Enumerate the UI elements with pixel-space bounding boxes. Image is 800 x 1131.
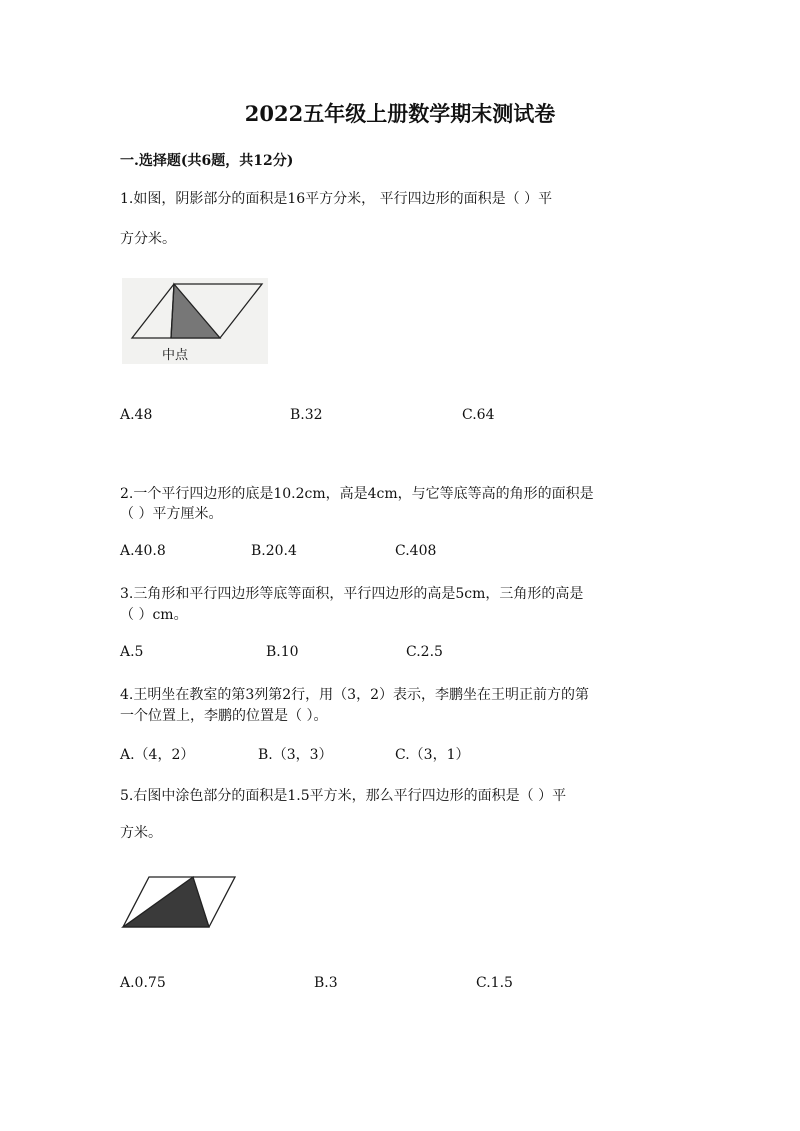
q5-option-b[interactable]: B.3: [314, 975, 338, 991]
q3-option-b[interactable]: B.10: [266, 644, 299, 660]
page-title: 2022五年级上册数学期末测试卷: [244, 101, 556, 126]
q2-option-a[interactable]: A.40.8: [120, 543, 166, 559]
section-heading: 一.选择题(共6题，共12分): [120, 153, 294, 169]
question-4-line-1: 4.王明坐在教室的第3列第2行，用（3，2）表示，李鹏坐在王明正前方的第: [120, 687, 589, 703]
q2-option-b[interactable]: B.20.4: [251, 543, 297, 559]
parallelogram-shaded-diagram: [120, 872, 240, 932]
q5-option-c[interactable]: C.1.5: [476, 975, 513, 991]
question-2-line-1: 2.一个平行四边形的底是10.2cm，高是4cm，与它等底等高的角形的面积是: [120, 486, 594, 502]
q3-option-c[interactable]: C.2.5: [406, 644, 443, 660]
q1-option-a[interactable]: A.48: [120, 407, 153, 423]
q4-option-c[interactable]: C.（3，1）: [395, 747, 470, 763]
q4-option-a[interactable]: A.（4，2）: [120, 747, 195, 763]
parallelogram-midpoint-diagram: [122, 278, 268, 364]
q1-option-c[interactable]: C.64: [462, 407, 495, 423]
question-5-figure: [120, 872, 240, 932]
midpoint-label: 中点: [162, 348, 189, 363]
question-2-line-2: （ ）平方厘米。: [120, 506, 223, 522]
question-1-figure: [122, 278, 268, 364]
shaded-triangle: [171, 284, 220, 338]
q1-option-b[interactable]: B.32: [290, 407, 323, 423]
q5-option-a[interactable]: A.0.75: [120, 975, 166, 991]
question-1-line-2: 方分米。: [120, 231, 176, 247]
q4-option-b[interactable]: B.（3，3）: [258, 747, 333, 763]
question-4-line-2: 一个位置上，李鹏的位置是（ ）。: [120, 708, 328, 724]
question-3-line-2: （ ）cm。: [120, 607, 188, 623]
question-5-line-2: 方米。: [120, 825, 162, 841]
q3-option-a[interactable]: A.5: [120, 644, 144, 660]
question-1-line-1: 1.如图，阴影部分的面积是16平方分米， 平行四边形的面积是（ ）平: [120, 191, 553, 207]
question-3-line-1: 3.三角形和平行四边形等底等面积，平行四边形的高是5cm，三角形的高是: [120, 586, 584, 602]
q2-option-c[interactable]: C.408: [395, 543, 437, 559]
question-5-line-1: 5.右图中涂色部分的面积是1.5平方米，那么平行四边形的面积是（ ）平: [120, 788, 567, 804]
